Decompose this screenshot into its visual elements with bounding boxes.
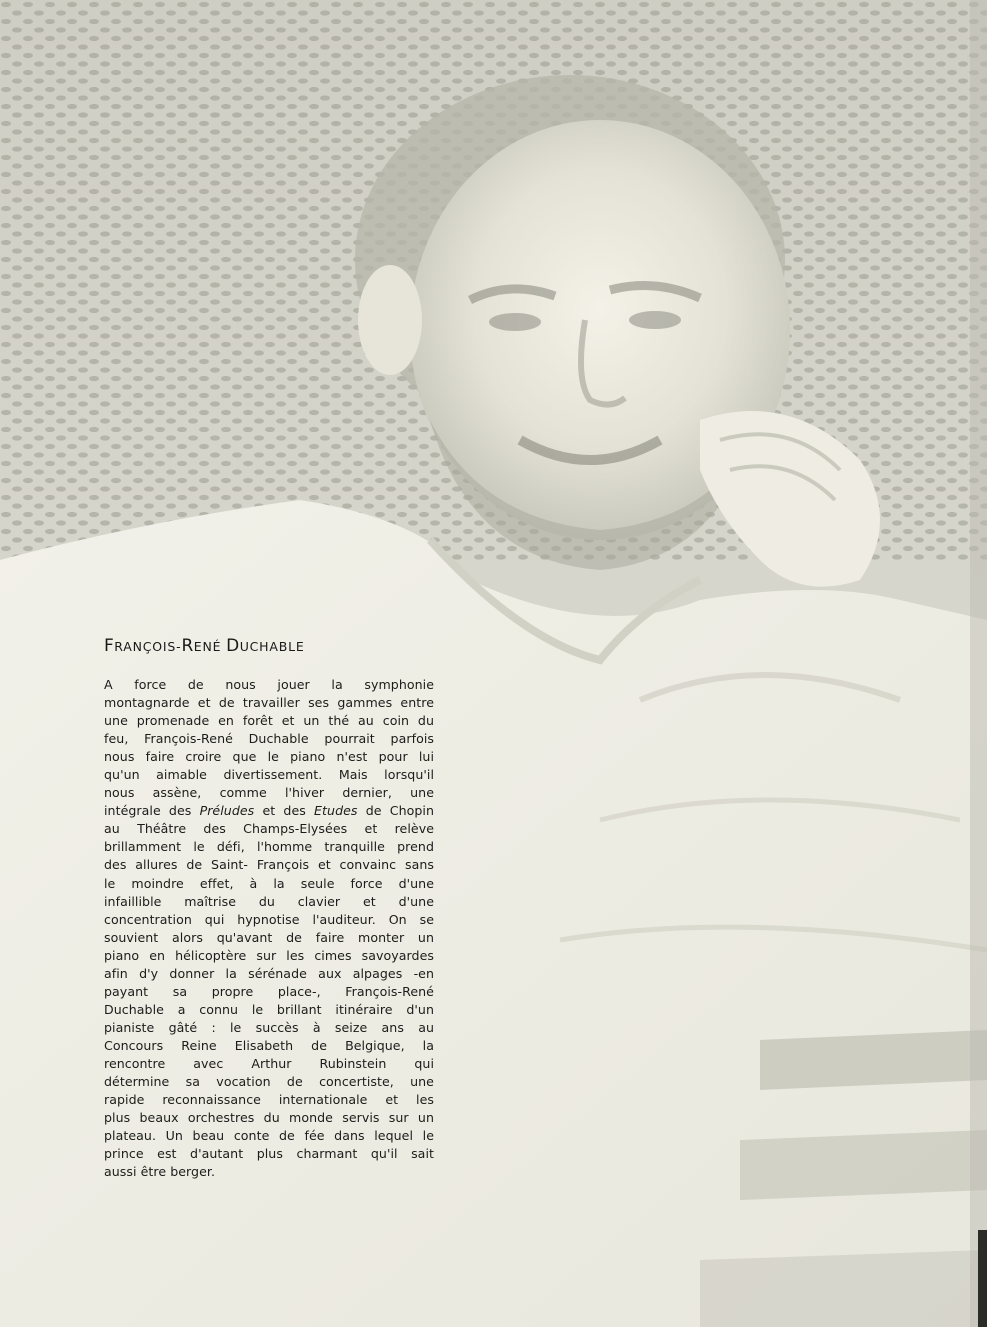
body-text-segment: de Chopin: [357, 803, 434, 819]
body-line: payant sa propre place-, François-René: [104, 983, 434, 999]
body-line: plateau. Un beau conte de fée dans lequel le: [104, 1128, 434, 1144]
body-line: afin d'y donner la sérénade aux alpages -en: [104, 965, 434, 981]
body-line: feu, François-René Duchable pourrait parfois: [104, 731, 434, 747]
body-line: détermine sa vocation de concertiste, une: [104, 1074, 434, 1090]
italic-etudes: Etudes: [314, 803, 358, 819]
body-line: plus beaux orchestres du monde servis sur un: [104, 1110, 434, 1126]
body-line: nous assène, comme l'hiver dernier, une: [104, 785, 434, 801]
body-line: piano en hélicoptère sur les cimes savoyardes: [104, 947, 434, 963]
title-part-2: ENÉ: [193, 639, 227, 654]
title-initial-f: F: [104, 636, 115, 656]
italic-preludes: Préludes: [199, 803, 255, 819]
body-line: A force de nous jouer la symphonie: [104, 677, 434, 692]
body-line: brillamment le défi, l'homme tranquille prend: [104, 839, 434, 855]
title-part-1: RANÇOIS-: [114, 639, 182, 654]
body-text-segment: intégrale des: [104, 803, 200, 819]
body-line: aussi être berger.: [104, 1164, 216, 1180]
body-line: pianiste gâté : le succès à seize ans au: [104, 1019, 434, 1035]
body-line: au Théâtre des Champs-Elysées et relève: [104, 821, 434, 837]
body-line: des allures de Saint- François et convainc sans: [104, 857, 434, 873]
title-part-3: UCHABLE: [239, 639, 305, 654]
body-line: Concours Reine Elisabeth de Belgique, la: [104, 1037, 434, 1053]
body-line: qu'un aimable divertissement. Mais lorsqu'il: [104, 767, 434, 783]
body-line: souvient alors qu'avant de faire monter un: [104, 929, 434, 945]
body-line: Duchable a connu le brillant itinéraire d'un: [104, 1001, 434, 1017]
title-initial-r: R: [181, 636, 194, 656]
body-line-with-italics: [104, 802, 434, 820]
body-text-segment: et des: [254, 803, 315, 819]
body-line: le moindre effet, à la seule force d'une: [104, 875, 434, 891]
body-line: rapide reconnaissance internationale et les: [104, 1092, 434, 1108]
body-line: concentration qui hypnotise l'auditeur. On se: [104, 911, 434, 927]
body-line: nous faire croire que le piano n'est pour lui: [104, 749, 434, 765]
article-body: [104, 676, 434, 1181]
body-line: prince est d'autant plus charmant qu'il sait: [104, 1146, 434, 1162]
body-line: montagnarde et de travailler ses gammes entre: [104, 695, 434, 711]
body-line: une promenade en forêt et un thé au coin du: [104, 713, 434, 729]
title-initial-d: D: [226, 636, 240, 656]
body-line: rencontre avec Arthur Rubinstein qui: [104, 1055, 434, 1071]
body-line: infaillible maîtrise du clavier et d'une: [104, 893, 434, 909]
article-title: [104, 636, 464, 656]
